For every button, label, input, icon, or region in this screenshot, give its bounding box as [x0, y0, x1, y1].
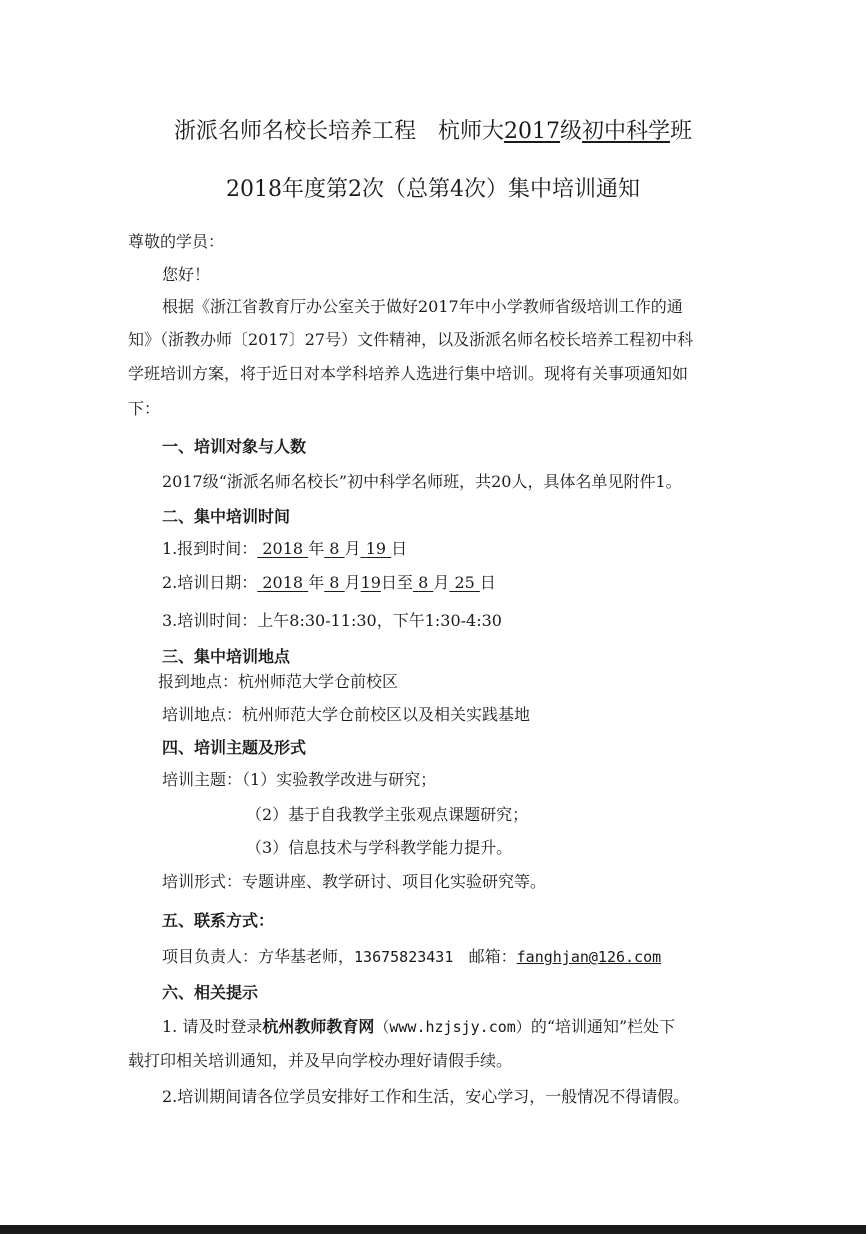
training-hours: 3.培训时间：上午8:30-11:30，下午1:30-4:30: [162, 611, 502, 630]
dates-day-end: 25: [454, 573, 475, 592]
title-part-university: 杭师大: [437, 119, 504, 144]
dates-month-end: 8: [418, 573, 429, 592]
section-1-heading: 一、培训对象与人数: [162, 437, 307, 456]
dates-day-start: 19: [360, 573, 381, 592]
intro-line-4: 下：: [128, 399, 161, 418]
report-place: 报到地点：杭州师范大学仓前校区: [158, 672, 399, 691]
contact-person: 项目负责人：方华基老师，: [162, 947, 355, 966]
training-dates: 2.培训日期： 2018 年 8 月19日至 8 月 25 日: [162, 573, 496, 592]
training-place: 培训地点：杭州师范大学仓前校区以及相关实践基地: [162, 705, 531, 724]
title-part-program: 浙派名师名校长培养工程: [173, 119, 416, 144]
themes-label: 培训主题：: [162, 770, 243, 789]
title-part-year: 2017: [504, 119, 560, 144]
site-name: 杭州教师教育网: [262, 1017, 375, 1036]
email-label: 邮箱：: [468, 947, 517, 966]
greeting-hello: 您好！: [162, 265, 211, 284]
report-day: 19: [365, 539, 387, 558]
title-line-1: [0, 118, 866, 146]
tip-2: 2.培训期间请各位学员安排好工作和生活，安心学习，一般情况不得请假。: [162, 1087, 690, 1106]
section-4-heading: 四、培训主题及形式: [162, 738, 307, 757]
report-year: 2018: [262, 539, 304, 558]
report-month: 8: [329, 539, 340, 558]
tip-1-line-2: 载打印相关培训通知，并及早向学校办理好请假手续。: [128, 1051, 513, 1070]
theme-item: （2）基于自我教学主张观点课题研究；: [246, 805, 529, 824]
training-dates-label: 2.培训日期：: [162, 573, 258, 592]
section-6-heading: 六、相关提示: [162, 983, 259, 1002]
dates-month-start: 8: [329, 573, 340, 592]
contact-phone: 13675823431: [354, 948, 454, 966]
report-time-label: 1.报到时间：: [162, 539, 258, 558]
theme-item: （3）信息技术与学科教学能力提升。: [246, 838, 513, 857]
intro-line-1: 根据《浙江省教育厅办公室关于做好2017年中小学教师省级培训工作的通: [162, 297, 683, 316]
themes-row-1: [162, 770, 436, 790]
section-3-heading: 三、集中培训地点: [162, 647, 291, 666]
page-bottom-border: [0, 1225, 866, 1234]
title-part-subject: 初中科学: [582, 119, 671, 144]
section-5-heading: 五、联系方式：: [162, 911, 275, 930]
email-link[interactable]: fanghjan@126.com: [516, 948, 662, 966]
intro-line-3: 学班培训方案，将于近日对本学科培养人选进行集中培训。现将有关事项通知如: [128, 364, 689, 383]
contact-line: [162, 947, 661, 967]
title-line-2: 2018年度第2次（总第4次）集中培训通知: [226, 177, 640, 202]
dates-year: 2018: [262, 573, 304, 592]
title-part-grade: 级: [560, 119, 583, 144]
tip-1-line-1: 1. 请及时登录杭州教师教育网（www.hzjsjy.com）的“培训通知”栏处下: [162, 1017, 676, 1036]
salutation: 尊敬的学员：: [128, 232, 225, 251]
theme-item: （1）实验教学改进与研究；: [242, 770, 437, 789]
site-url: （www.hzjsjy.com）: [374, 1018, 531, 1036]
section-2-heading: 二、集中培训时间: [162, 507, 291, 526]
title-part-class: 班: [670, 119, 693, 144]
training-format: 培训形式：专题讲座、教学研讨、项目化实验研究等。: [162, 872, 547, 891]
intro-line-2: 知》（浙教办师〔2017〕27号）文件精神，以及浙派名师名校长培养工程初中科: [128, 330, 694, 349]
report-time: 1.报到时间： 2018 年 8 月 19 日: [162, 539, 408, 558]
section-1-text: 2017级“浙派名师名校长”初中科学名师班，共20人，具体名单见附件1。: [162, 472, 682, 491]
